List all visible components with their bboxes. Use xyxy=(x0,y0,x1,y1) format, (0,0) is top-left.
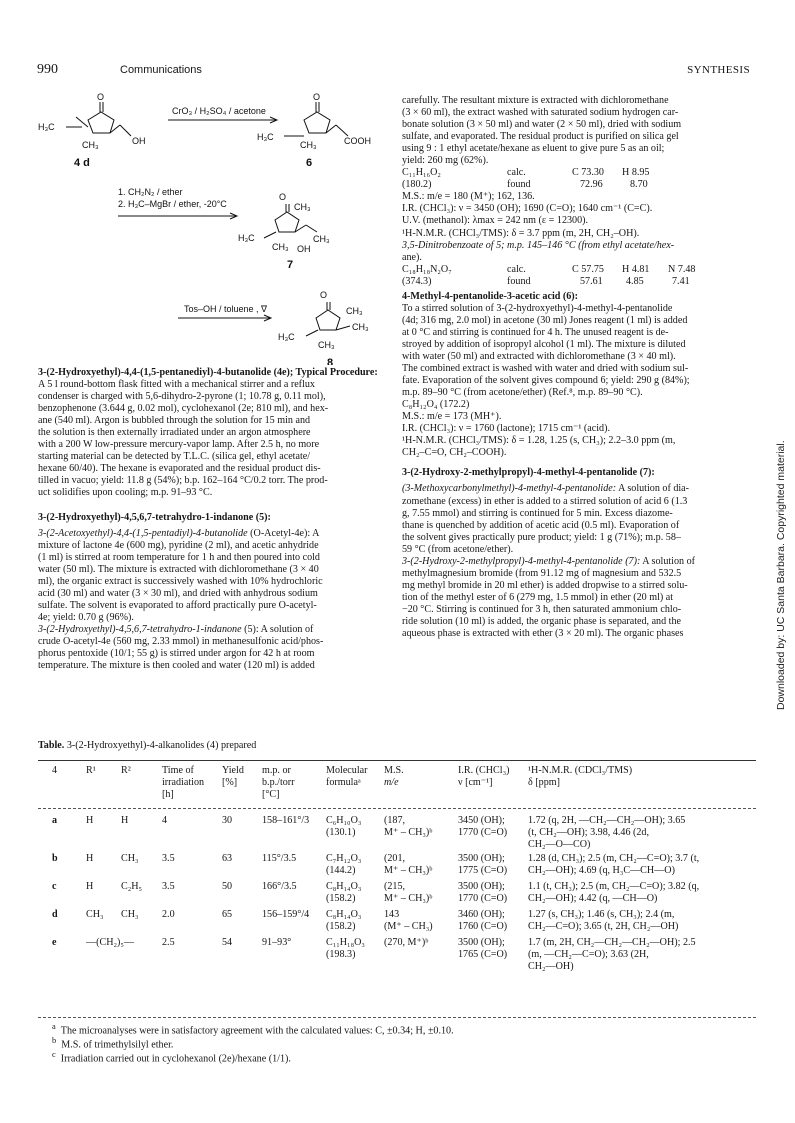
label-4d: 4 d xyxy=(74,157,90,169)
text-line: (3 × 60 ml), the extract washed with saturated sodium hydrogen car- xyxy=(402,107,679,119)
atom-o: O xyxy=(279,192,287,202)
text-line: crude O-acetyl-4e (560 mg, 2.33 mmol) in methanesulfonic acid/phos- xyxy=(38,635,324,647)
table-cell-r1: H xyxy=(86,853,94,864)
text-line: g, 7.55 mmol) and stirring is continued for 5 min. Excess diazome- xyxy=(402,507,673,519)
reagent-3: Tos–OH / toluene , ∇ xyxy=(184,304,268,314)
table-header-r2: R² xyxy=(121,765,131,776)
text-line: ride solution (10 ml) is added, the organic phase is separated, and the xyxy=(402,615,681,627)
text-line: ¹H-N.M.R. (CHCl₃/TMS): δ = 1.28, 1.25 (s, CH₃); 2.2–3.0 ppm (m, xyxy=(402,435,676,447)
text-line: thane is quenched by addition of acetic acid (0.5 ml). Evaporation of xyxy=(402,519,680,531)
text-line: fate. Evaporation of the solvent gives compound 6; yield: 290 g (84%); xyxy=(402,375,690,387)
analysis-5-found: (180.2) found 72.96 8.70 xyxy=(402,179,648,191)
left-column xyxy=(38,367,391,672)
text-line: tion of the methyl ester of 6 (279 mg, 1.5 mmol) in ether (20 ml) at xyxy=(402,591,674,603)
table-cell-id: c xyxy=(52,881,57,892)
table-cell-ms: (215, M⁺ – CH₃)ᵇ xyxy=(384,881,433,905)
table-cell-id: a xyxy=(52,815,58,826)
text-line: carefully. The resultant mixture is extracted with dichloromethane xyxy=(402,95,669,106)
table-header-time: Time of irradiation [h] xyxy=(162,765,205,801)
table-header-ir: I.R. (CHCl₃) ν [cm⁻¹] xyxy=(458,765,510,789)
table-header-ms: M.S. m/e xyxy=(384,765,404,789)
table-cell-mp: 91–93° xyxy=(262,937,292,948)
atom-ch3: CH₃ xyxy=(313,234,330,244)
table-cell-id: e xyxy=(52,937,57,948)
table-cell-r1: H xyxy=(86,815,94,826)
text-line: The combined extract is washed with water and dried with sodium sul- xyxy=(402,363,689,375)
table-cell-formula: C₈H₁₄O₃ (158.2) xyxy=(326,909,362,933)
table-cell-nmr: 1.27 (s, CH₃); 1.46 (s, CH₃); 2.4 (m, CH₂—C=O); 3.65 (t, 2H, CH₂—OH) xyxy=(528,909,679,933)
table-cell-ms: 143 (M⁺ – CH₃) xyxy=(384,909,433,933)
table-header-4: 4 xyxy=(52,765,58,776)
table-header-formula: Molecular formulaᵃ xyxy=(326,765,368,789)
table-cell-mp: 158–161°/3 xyxy=(262,815,310,826)
text-line: M.S.: m/e = 180 (M⁺); 162, 136. xyxy=(402,191,535,203)
atom-ch3: CH₃ xyxy=(318,340,335,350)
table-cell-r2: C₂H₅ xyxy=(121,881,143,892)
table-cell-ir: 3500 (OH); 1775 (C=O) xyxy=(458,853,508,877)
table-cell-r2: H xyxy=(121,815,129,826)
table-cell-time: 3.5 xyxy=(162,853,175,864)
procedure-4e xyxy=(38,379,391,499)
text-line: phorus pentoxide (10/1; 55 g) is stirred under argon for 42 h at room xyxy=(38,648,315,660)
table-cell-time: 3.5 xyxy=(162,881,175,892)
analysis-dnb-found: (374.3) found 57.61 4.85 7.41 xyxy=(402,275,690,287)
text-line: zomethane (excess) in ether is added to a stirred solution of acid 6 (1.3 xyxy=(402,495,688,507)
text-line: ane (540 ml). Argon is bubbled through the solution for 15 min and xyxy=(38,415,311,427)
atom-ch3: CH₃ xyxy=(352,322,369,332)
subheading-ester: (3-Methoxycarbonylmethyl)-4-methyl-4-pentanolide: xyxy=(402,483,617,495)
atom-h3c: H₃C xyxy=(38,122,55,132)
label-7: 7 xyxy=(287,259,294,271)
label-6: 6 xyxy=(306,157,313,169)
analysis-dnb: C₁₈H₁₈N₂O₇ calc. C 57.75 H 4.81 N 7.48 xyxy=(402,263,696,275)
text-line: ml), the organic extract is successively washed with 10% hydrochloric xyxy=(38,575,323,587)
table-cell-time: 2.5 xyxy=(162,937,175,948)
text-line: aqueous phase is extracted with ether (3 × 20 ml). The organic phases xyxy=(402,628,684,640)
text-line: A solution of xyxy=(642,555,696,567)
table-rule-header xyxy=(38,808,756,809)
text-line: m.p. 89–90 °C (from acetone/ether) (Ref.⁸, m.p. 89–90 °C). xyxy=(402,387,643,399)
table-header-yield: Yield [%] xyxy=(222,765,244,789)
text-line: sulfate, and evaporated. The residual product is purified on silica gel xyxy=(402,131,679,143)
table-cell-formula: C₈H₁₄O₃ (158.2) xyxy=(326,881,362,905)
table-cell-ms: (270, M⁺)ᵇ xyxy=(384,937,429,948)
text-line: mixture of lactone 4e (600 mg), pyridine (2 ml), and acetic anhydride xyxy=(38,539,319,551)
subheading-acetyl: 3-(2-Acetoxyethyl)-4,4-(1,5-pentadiyl)-4-butanolide xyxy=(38,527,248,539)
table-title: Table. 3-(2-Hydroxyethyl)-4-alkanolides (4) prepared xyxy=(38,740,257,751)
text-line: A solution of dia- xyxy=(618,483,690,495)
text-line: using 9 : 1 ethyl acetate/hexane as eluent to give pure 5 as an oil; xyxy=(402,143,665,155)
table-cell-r2: CH₃ xyxy=(121,853,139,864)
atom-ch3: CH₃ xyxy=(272,242,289,252)
table-cell-ms: (201, M⁺ – CH₃)ᵇ xyxy=(384,853,433,877)
table-cell-ir: 3450 (OH); 1770 (C=O) xyxy=(458,815,508,839)
text-line: the solvent gives practically pure product; yield: 1 g (71%); m.p. 58– xyxy=(402,531,681,543)
table-cell-id: d xyxy=(52,909,58,920)
heading-7: 3-(2-Hydroxy-2-methylpropyl)-4-methyl-4-pentanolide (7): xyxy=(402,467,655,479)
text-line: 59 °C (from acetone/ether). xyxy=(402,543,514,555)
text-line: U.V. (methanol): λmax = 242 nm (ε = 12300). xyxy=(402,215,589,227)
reaction-scheme xyxy=(38,80,393,365)
text-line: water (50 ml). The mixture is extracted with dichloromethane (3 × 40 xyxy=(38,563,319,575)
footnote-a: $^a$ The microanalyses were in satisfactory agreement with the calculated values: C, ±0.34; H, ±0.10. xyxy=(52,1022,454,1037)
table-cell-mp: 115°/3.5 xyxy=(262,853,297,864)
reagent-2a: 1. CH₂N₂ / ether xyxy=(118,187,183,197)
table-cell-time: 2.0 xyxy=(162,909,175,920)
text-line: M.S.: m/e = 173 (MH⁺). xyxy=(402,411,502,423)
text-line: (1 ml) is stirred at room temperature for 1 h and then poured into cold xyxy=(38,551,320,563)
atom-oh: OH xyxy=(132,136,146,146)
table-cell-ms: (187, M⁺ – CH₃)ᵇ xyxy=(384,815,433,839)
footnote-c: $^c$ Irradiation carried out in cyclohexanol (2e)/hexane (1/1). xyxy=(52,1050,291,1065)
heading-6: 4-Methyl-4-pentanolide-3-acetic acid (6): xyxy=(402,290,579,302)
atom-ch3: CH₃ xyxy=(346,306,363,316)
table-rule-top xyxy=(38,760,756,761)
text-line: tilled in vacuo; yield: 11.8 g (54%); b.p. 162–164 °C/0.2 torr. The prod- xyxy=(38,475,328,487)
reagent-1: CrO₃ / H₂SO₄ / acetone xyxy=(172,106,266,116)
atom-h3c: H₃C xyxy=(257,132,274,142)
text-line: uct solidifies upon cooling; m.p. 91–93 °C. xyxy=(38,487,213,499)
table-cell-nmr: 1.72 (q, 2H, —CH₂—CH₂—OH); 3.65 (t, CH₂—OH); 3.98, 4.46 (2d, CH₂—O—CO) xyxy=(528,815,686,851)
table-cell-r1: H xyxy=(86,881,94,892)
footnote-b: $^b$ M.S. of trimethylsilyl ether. xyxy=(52,1036,174,1051)
atom-oh: OH xyxy=(297,244,311,254)
text-line: temperature. The mixture is then cooled and water (120 ml) is added xyxy=(38,660,315,672)
text-line: (O-Acetyl-4e): A xyxy=(250,527,320,539)
text-line: C₈H₁₂O₄ (172.2) xyxy=(402,399,470,411)
text-line: 3,5-Dinitrobenzoate of 5; m.p. 145–146 °C (from ethyl acetate/hex- xyxy=(402,239,675,251)
table-cell-yield: 63 xyxy=(222,853,233,864)
text-line: ane). xyxy=(402,251,422,263)
table-header-r1: R¹ xyxy=(86,765,96,776)
analysis-5: C₁₁H₁₆O₂ calc. C 73.30 H 8.95 xyxy=(402,167,650,179)
table-cell-id: b xyxy=(52,853,58,864)
table-cell-r2: CH₃ xyxy=(121,909,139,920)
table-cell-time: 4 xyxy=(162,815,168,826)
table-cell-ir: 3500 (OH); 1765 (C=O) xyxy=(458,937,508,961)
table-cell-yield: 30 xyxy=(222,815,233,826)
subheading-indanone: 3-(2-Hydroxyethyl)-4,5,6,7-tetrahydro-1-indanone xyxy=(38,623,242,635)
table-rule-bottom xyxy=(38,1017,756,1018)
table-cell-ir: 3460 (OH); 1760 (C=O) xyxy=(458,909,508,933)
heading-4e: 3-(2-Hydroxyethyl)-4,4-(1,5-pentanediyl)-4-butanolide (4e); Typical Procedure: xyxy=(38,367,378,378)
table-cell-mp: 166°/3.5 xyxy=(262,881,297,892)
text-line: ¹H-N.M.R. (CHCl₃/TMS): δ = 3.7 ppm (m, 2H, CH₂–OH). xyxy=(402,227,640,239)
page-number: 990 xyxy=(37,62,58,77)
section-title: Communications xyxy=(120,64,202,76)
text-line: (5): A solution of xyxy=(244,623,314,635)
text-line: hexane 60/40). The hexane is evaporated and the residual product dis- xyxy=(38,463,321,475)
atom-h3c: H₃C xyxy=(278,332,295,342)
table-cell-nmr: 1.7 (m, 2H, CH₂—CH₂—CH₂—OH); 2.5 (m, —CH₂—C=O); 3.63 (2H, CH₂—OH) xyxy=(528,937,696,973)
text-line: with water (50 ml) and extracted with dichloromethane (3 × 40 ml). xyxy=(402,350,676,362)
table-header-mp: m.p. or b.p./torr [°C] xyxy=(262,765,295,801)
atom-o: O xyxy=(320,290,328,300)
label-8: 8 xyxy=(327,357,334,365)
text-line: condenser is charged with 5,6-dihydro-2-pyrone (1; 10.78 g, 0.11 mol), xyxy=(38,391,326,403)
text-line: (4d; 316 mg, 2.0 mol) in acetone (30 ml) Jones reagent (1 ml) is added xyxy=(402,314,688,326)
journal-name: SYNTHESIS xyxy=(687,64,750,76)
text-line: 4e; yield: 0.70 g (96%). xyxy=(38,611,134,623)
table-cell-yield: 65 xyxy=(222,909,233,920)
text-line: the solution is then externally irradiated under an argon atmosphere xyxy=(38,427,311,439)
text-line: mg methyl bromide in 20 ml ether) is added dropwise to a stirred solu- xyxy=(402,579,688,591)
text-line: at 0 °C and stirring is continued for 4 h. The unused reagent is de- xyxy=(402,326,669,338)
text-line: I.R. (CHCl₃): ν = 3450 (OH); 1690 (C=O); 1640 cm⁻¹ (C=C). xyxy=(402,203,653,215)
atom-cooh: COOH xyxy=(344,136,371,146)
text-line: I.R. (CHCl₃): ν = 1760 (lactone); 1715 cm⁻¹ (acid). xyxy=(402,423,610,435)
text-line: CH₂–C=O, CH₂–COOH). xyxy=(402,447,507,459)
text-line: stroyed by addition of isopropyl alcohol (1 ml). The mixture is diluted xyxy=(402,338,686,350)
text-line: bonate solution (3 × 50 ml) and water (2 × 50 ml), dried with sodium xyxy=(402,119,682,131)
text-line: starting material can be detected by T.L.C. (silica gel, ethyl acetate/ xyxy=(38,451,311,463)
table-cell-yield: 50 xyxy=(222,881,233,892)
atom-h3c: H₃C xyxy=(238,233,255,243)
atom-ch3: CH₃ xyxy=(300,140,317,150)
subheading-7: 3-(2-Hydroxy-2-methylpropyl)-4-methyl-4-pentanolide (7): xyxy=(402,555,641,567)
table-cell-formula: C₆H₁₀O₃ (130.1) xyxy=(326,815,362,839)
atom-ch3: CH₃ xyxy=(82,140,99,150)
reagent-2b: 2. H₃C–MgBr / ether, -20°C xyxy=(118,199,227,209)
table-cell-yield: 54 xyxy=(222,937,233,948)
text-line: methylmagnesium bromide (from 91.12 mg of magnesium and 532.5 xyxy=(402,567,682,579)
text-line: −20 °C. Stirring is continued for 3 h, then saturated ammonium chlo- xyxy=(402,603,682,615)
text-line: acid (30 ml) and water (3 × 30 ml), and dried with anhydrous sodium xyxy=(38,587,318,599)
text-line: benzophenone (3.644 g, 0.02 mol), cyclohexanol (2e; 810 ml), and hex- xyxy=(38,403,329,415)
atom-o: O xyxy=(97,92,105,102)
atom-ch3: CH₃ xyxy=(294,202,311,212)
text-line: sulfate. The solvent is evaporated to afford practically pure O-acetyl- xyxy=(38,599,317,611)
table-cell-r1: CH₃ xyxy=(86,909,104,920)
right-column xyxy=(402,95,757,640)
table-cell-ir: 3500 (OH); 1770 (C=O) xyxy=(458,881,508,905)
table-header-nmr: ¹H-N.M.R. (CDCl₃/TMS) δ [ppm] xyxy=(528,765,633,789)
table-cell-formula: C₁₁H₁₈O₃ (198.3) xyxy=(326,937,365,961)
text-line: To a stirred solution of 3-(2-hydroxyethyl)-4-methyl-4-pentanolide xyxy=(402,302,673,314)
heading-5: 3-(2-Hydroxyethyl)-4,5,6,7-tetrahydro-1-indanone (5): xyxy=(38,511,271,523)
text-line: A 5 l round-bottom flask fitted with a mechanical stirrer and a reflux xyxy=(38,379,315,391)
atom-o: O xyxy=(313,92,321,102)
table-cell-r1: —(CH₂)₅— xyxy=(86,937,134,948)
table-cell-nmr: 1.1 (t, CH₃); 2.5 (m, CH₂—C=O); 3.82 (q, CH₂—OH); 4.42 (q, —CH—O) xyxy=(528,881,700,905)
text-line: yield: 260 mg (62%). xyxy=(402,155,489,167)
download-watermark: Downloaded by: UC Santa Barbara. Copyrighted material. xyxy=(775,440,787,710)
table-cell-mp: 156–159°/4 xyxy=(262,909,310,920)
table-cell-nmr: 1.28 (d, CH₃); 2.5 (m, CH₂—C=O); 3.7 (t, CH₂—OH); 4.69 (q, H₃C—CH—O) xyxy=(528,853,700,877)
text-line: with a 200 W low-pressure mercury-vapor lamp. After 2.5 h, no more xyxy=(38,439,320,451)
table-cell-formula: C₇H₁₂O₃ (144.2) xyxy=(326,853,362,877)
